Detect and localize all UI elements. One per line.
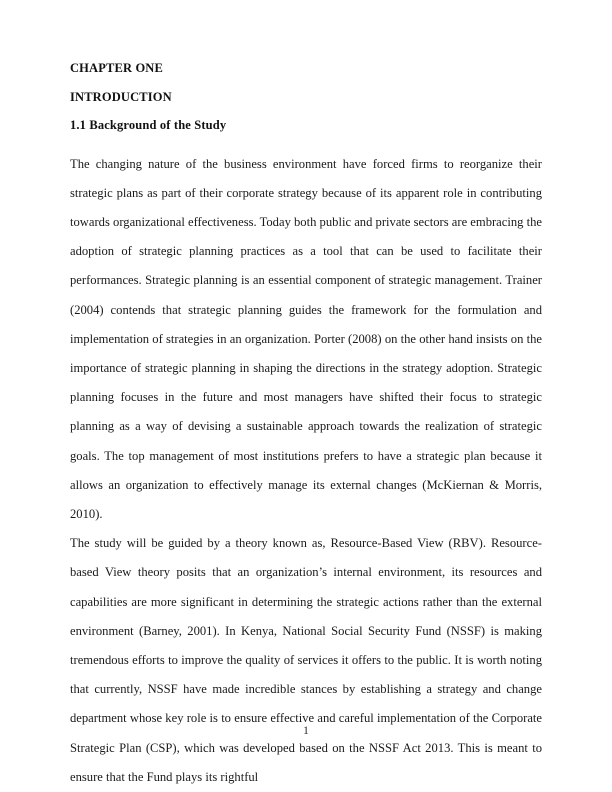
page-number: 1 [303, 725, 309, 737]
body-paragraph: The study will be guided by a theory known as, Resource-Based View (RBV). Resource-based View theory posits that an organization’s internal environment, its resources and capabilities are more significant in determining the strategic actions rather than the external environment (Barney, 2001). In Kenya, National Social Security Fund (NSSF) is making tremendous efforts to improve the quality of services it offers to the public. It is worth noting that currently, NSSF have made incredible stances by establishing a strategy and change department whose key role is to ensure effective and careful implementation of the Corporate Strategic Plan (CSP), which was developed based on the NSSF Act 2013. This is meant to ensure that the Fund plays its rightful [70, 536, 542, 784]
introduction-heading: INTRODUCTION [70, 89, 172, 104]
section-heading-background-of-the-study: 1.1 Background of the Study [70, 118, 227, 132]
chapter-heading: CHAPTER ONE [70, 61, 163, 75]
body-paragraph: The changing nature of the business environment have forced firms to reorganize their strategic plans as part of their corporate strategy because of its apparent role in contributing towards organizational effectiveness. Today both public and private sectors are embracing the adoption of strategic planning practices as a tool that can be used to facilitate their performances. Strategic planning is an essential component of strategic management. Trainer (2004) contends that strategic planning guides the framework for the formulation and implementation of strategies in an organization. Porter (2008) on the other hand insists on the importance of strategic planning in shaping the directions in the strategy adoption. Strategic planning focuses in the future and most managers have shifted their focus to strategic planning as a way of devising a sustainable approach towards the realization of strategic goals. The top management of most institutions prefers to have a strategic plan because it allows an organization to effectively manage its external changes (McKiernan & Morris, 2010). [70, 156, 542, 521]
page-content [70, 62, 542, 792]
